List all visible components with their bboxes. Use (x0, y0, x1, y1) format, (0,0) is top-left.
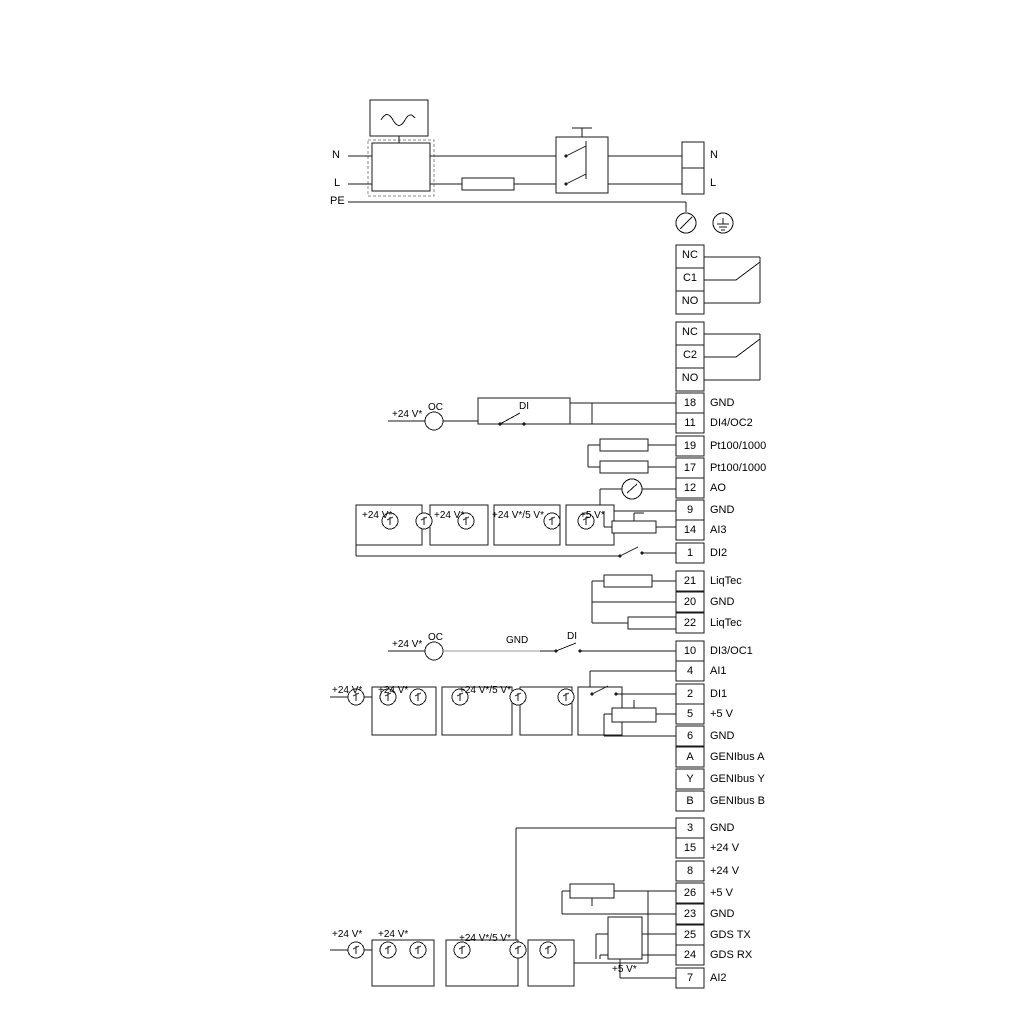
terminal-num-a: A (686, 751, 694, 763)
terminal-label-18: GND (710, 397, 735, 409)
terminal-label-17: Pt100/1000 (710, 462, 767, 474)
terminal-num-12: 12 (683, 482, 697, 494)
relay1-terminal-c1: C1 (682, 272, 698, 284)
terminal-label-25: GDS TX (710, 929, 751, 941)
annotation-v24-di4: +24 V* (392, 409, 423, 420)
terminal-num-7: 7 (686, 972, 694, 984)
terminal-num-15: 15 (683, 842, 697, 854)
terminal-num-21: 21 (683, 575, 697, 587)
annotation-5v-ai3: +5 V* (580, 510, 605, 521)
annotation-v24-bottom-1: +24 V* (378, 929, 409, 940)
ac-waveform-box (370, 100, 428, 136)
terminal-num-19: 19 (683, 440, 697, 452)
terminal-label-26: +5 V (710, 887, 733, 899)
terminal-num-24: 24 (683, 949, 697, 961)
annotation-v24-bottom-0: +24 V* (332, 929, 363, 940)
terminal-label-2: DI1 (710, 688, 728, 700)
terminal-label-5: +5 V (710, 708, 733, 720)
annotation-v24-ai3-2: +24 V* (434, 510, 465, 521)
relay2-terminal-no: NO (681, 372, 699, 384)
label-supply-pe: PE (330, 195, 345, 207)
annotation-di-mid: DI (567, 631, 577, 642)
terminal-num-18: 18 (683, 397, 697, 409)
terminal-label-12: AO (710, 482, 726, 494)
label-supply-n: N (332, 149, 340, 161)
terminal-label-19: Pt100/1000 (710, 440, 767, 452)
terminal-num-26: 26 (683, 887, 697, 899)
terminal-label-21: LiqTec (710, 575, 742, 587)
terminal-num-11: 11 (684, 417, 696, 429)
annotation-gnd-mid: GND (506, 635, 529, 646)
label-output-l: L (710, 177, 717, 189)
terminal-num-6: 6 (686, 730, 694, 742)
terminal-num-20: 20 (683, 596, 697, 608)
terminal-num-2: 2 (686, 688, 694, 700)
terminal-label-9: GND (710, 504, 735, 516)
annotation-v24-di3: +24 V* (392, 639, 423, 650)
terminal-num-14: 14 (683, 524, 697, 536)
terminal-label-20: GND (710, 596, 735, 608)
terminal-num-1: 1 (686, 547, 694, 559)
relay2-terminal-nc: NC (682, 326, 698, 338)
terminal-label-a: GENIbus A (710, 751, 765, 763)
annotation-v24-5v-ai1: +24 V*/5 V* (459, 685, 511, 696)
terminal-label-10: DI3/OC1 (710, 645, 753, 657)
terminal-num-25: 25 (683, 929, 697, 941)
label-supply-l: L (334, 177, 341, 189)
terminal-label-7: AI2 (710, 972, 727, 984)
terminal-num-5: 5 (686, 708, 694, 720)
relay1-terminal-nc: NC (682, 249, 698, 261)
terminal-num-17: 17 (683, 462, 697, 474)
terminal-label-11: DI4/OC2 (710, 417, 753, 429)
terminal-num-10: 10 (683, 645, 697, 657)
terminal-label-8: +24 V (710, 865, 740, 877)
terminal-num-4: 4 (686, 665, 694, 677)
terminal-num-b: B (686, 795, 694, 807)
label-output-n: N (710, 149, 718, 161)
relay1-terminal-no: NO (681, 295, 699, 307)
terminal-label-b: GENIbus B (710, 795, 766, 807)
terminal-label-4: AI1 (710, 665, 727, 677)
terminal-label-24: GDS RX (710, 949, 753, 961)
annotation-di-top: DI (519, 401, 529, 412)
terminal-label-y: GENIbus Y (710, 773, 765, 785)
terminal-label-23: GND (710, 908, 735, 920)
terminal-num-8: 8 (686, 865, 694, 877)
terminal-label-6: GND (710, 730, 735, 742)
annotation-oc2: OC (428, 402, 443, 413)
annotation-v24-5v-bottom: +24 V*/5 V* (459, 933, 511, 944)
terminal-num-23: 23 (683, 908, 697, 920)
terminal-label-3: GND (710, 822, 735, 834)
terminal-label-14: AI3 (710, 524, 727, 536)
terminal-label-1: DI2 (710, 547, 728, 559)
annotation-v24-ai1-1: +24 V* (378, 685, 409, 696)
terminal-num-22: 22 (683, 617, 697, 629)
terminal-num-9: 9 (686, 504, 694, 516)
terminal-label-22: LiqTec (710, 617, 742, 629)
terminal-num-y: Y (686, 773, 694, 785)
annotation-v24-5v-ai3: +24 V*/5 V* (492, 510, 544, 521)
annotation-v24-ai1-0: +24 V* (332, 685, 363, 696)
terminal-label-15: +24 V (710, 842, 740, 854)
annotation-oc1: OC (428, 632, 443, 643)
terminal-num-3: 3 (686, 822, 694, 834)
annotation-v24-ai3-1: +24 V* (362, 510, 393, 521)
annotation-5v-bottom: +5 V* (612, 964, 637, 975)
relay2-terminal-c2: C2 (682, 349, 698, 361)
